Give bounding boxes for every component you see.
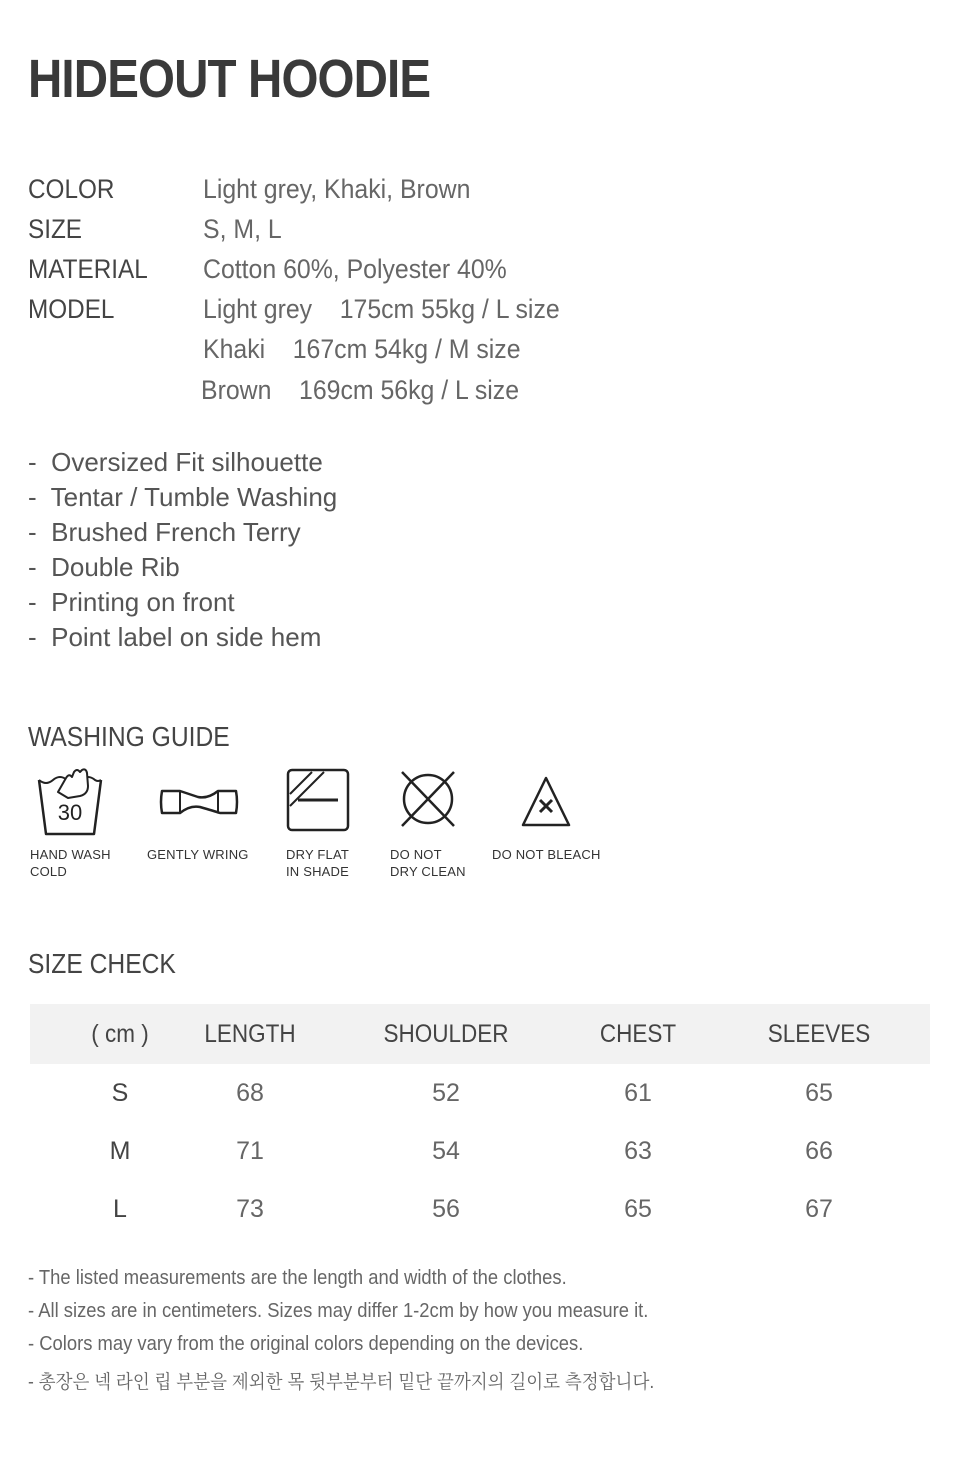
dry-flat-label: DRY FLAT IN SHADE bbox=[286, 847, 350, 879]
size-cell: S bbox=[111, 1078, 129, 1107]
feature-item: - Tentar / Tumble Washing bbox=[28, 482, 338, 512]
feature-item: - Printing on front bbox=[28, 587, 235, 617]
length-cell: 71 bbox=[236, 1136, 264, 1165]
header-unit: ( cm ) bbox=[91, 1019, 149, 1048]
note-item: - The listed measurements are the length and width of the clothes. bbox=[28, 1267, 567, 1289]
shoulder-cell: 54 bbox=[432, 1136, 460, 1165]
model-value-brown: Brown 169cm 56kg / L size bbox=[201, 375, 520, 405]
model-value-light-grey: Light grey 175cm 55kg / L size bbox=[203, 294, 560, 324]
no-dry-clean-icon bbox=[398, 768, 458, 830]
svg-text:30: 30 bbox=[57, 800, 83, 825]
sleeves-cell: 65 bbox=[805, 1078, 833, 1107]
note-item: - All sizes are in centimeters. Sizes may differ 1-2cm by how you measure it. bbox=[28, 1300, 649, 1322]
model-value-khaki: Khaki 167cm 54kg / M size bbox=[203, 334, 521, 364]
gently-wring-label: GENTLY WRING bbox=[147, 847, 249, 862]
product-title: HIDEOUT HOODIE bbox=[28, 49, 431, 109]
feature-item: - Oversized Fit silhouette bbox=[28, 447, 323, 477]
color-label: COLOR bbox=[28, 174, 115, 204]
material-label: MATERIAL bbox=[28, 254, 148, 284]
size-table-header bbox=[30, 1004, 930, 1064]
chest-cell: 65 bbox=[624, 1194, 652, 1223]
note-item: - 총장은 넥 라인 립 부분을 제외한 목 뒷부분부터 밑단 끝까지의 길이로 측정합니다. bbox=[28, 1372, 655, 1393]
feature-item: - Brushed French Terry bbox=[28, 517, 301, 547]
chest-cell: 63 bbox=[624, 1136, 652, 1165]
size-cell: M bbox=[109, 1136, 131, 1165]
table-row bbox=[30, 1064, 930, 1122]
sleeves-cell: 66 bbox=[805, 1136, 833, 1165]
chest-cell: 61 bbox=[624, 1078, 652, 1107]
header-chest: CHEST bbox=[599, 1019, 677, 1048]
hand-wash-icon bbox=[36, 768, 104, 838]
length-cell: 73 bbox=[236, 1194, 264, 1223]
material-value: Cotton 60%, Polyester 40% bbox=[203, 254, 507, 284]
sleeves-cell: 67 bbox=[805, 1194, 833, 1223]
feature-item: - Point label on side hem bbox=[28, 622, 322, 652]
table-row bbox=[30, 1180, 930, 1238]
model-label: MODEL bbox=[28, 294, 115, 324]
size-table bbox=[30, 1004, 930, 1238]
no-dry-clean-label: DO NOT DRY CLEAN bbox=[390, 847, 466, 879]
hand-wash-label: HAND WASH COLD bbox=[30, 847, 111, 879]
dry-flat-shade-icon bbox=[286, 768, 350, 832]
gently-wring-icon bbox=[158, 785, 240, 819]
color-value: Light grey, Khaki, Brown bbox=[203, 174, 471, 204]
washing-guide-title: WASHING GUIDE bbox=[28, 721, 230, 752]
length-cell: 68 bbox=[236, 1078, 264, 1107]
shoulder-cell: 56 bbox=[432, 1194, 460, 1223]
size-value: S, M, L bbox=[203, 214, 282, 244]
no-bleach-label: DO NOT BLEACH bbox=[492, 847, 601, 862]
no-bleach-icon bbox=[520, 775, 572, 829]
table-row bbox=[30, 1122, 930, 1180]
header-length: LENGTH bbox=[204, 1019, 296, 1048]
feature-item: - Double Rib bbox=[28, 552, 180, 582]
size-cell: L bbox=[113, 1194, 127, 1223]
header-shoulder: SHOULDER bbox=[383, 1019, 509, 1048]
size-check-title: SIZE CHECK bbox=[28, 948, 176, 979]
size-label: SIZE bbox=[28, 214, 83, 244]
header-sleeves: SLEEVES bbox=[767, 1019, 871, 1048]
shoulder-cell: 52 bbox=[432, 1078, 460, 1107]
note-item: - Colors may vary from the original colors depending on the devices. bbox=[28, 1333, 584, 1355]
